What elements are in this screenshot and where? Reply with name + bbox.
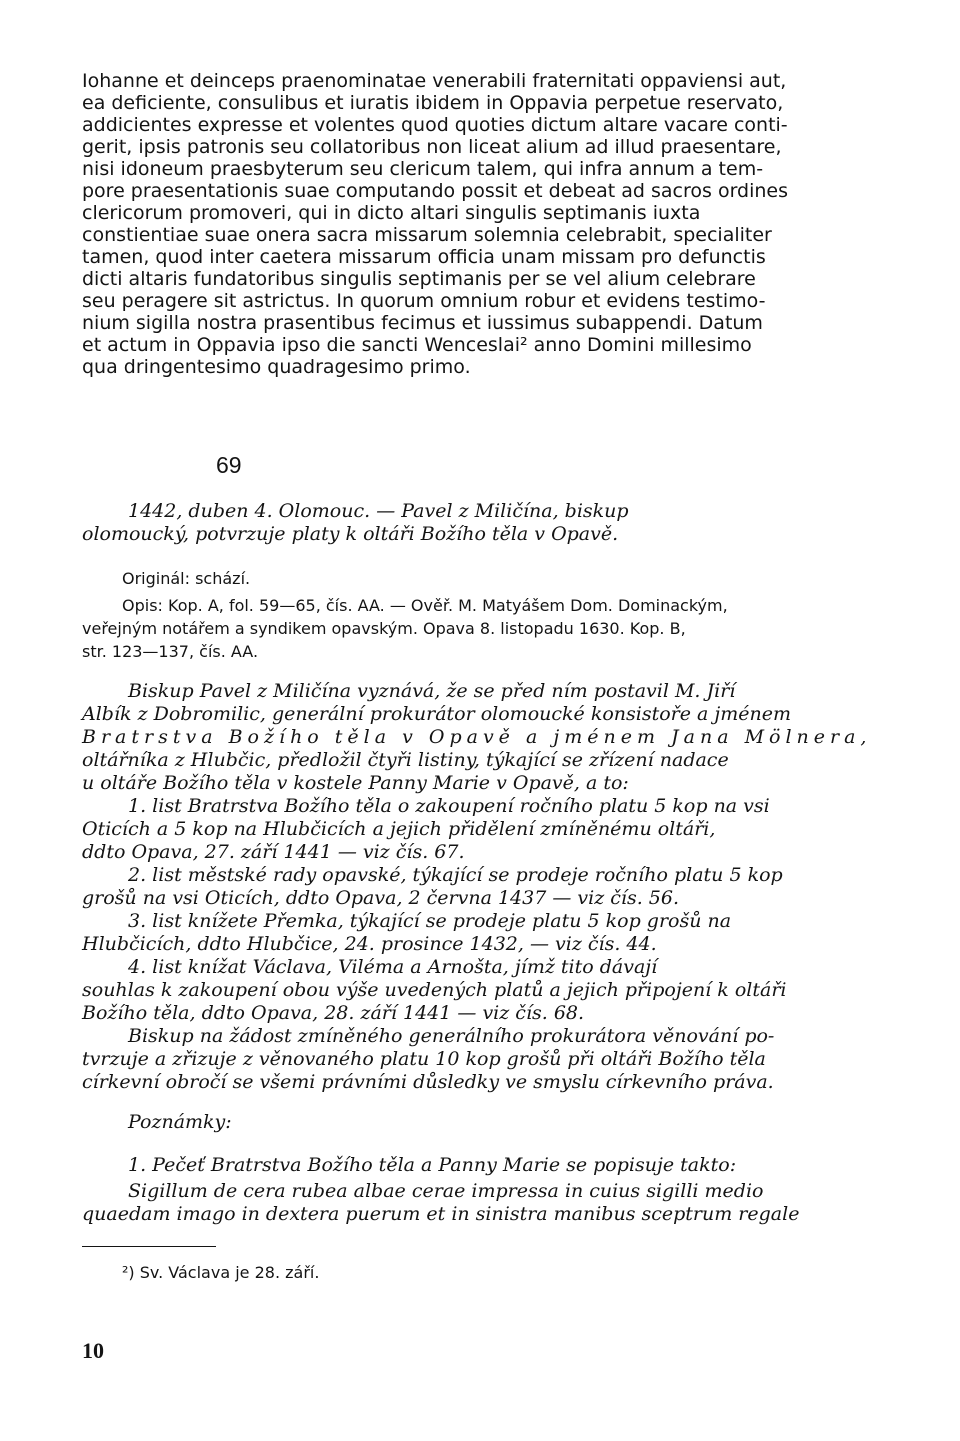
regest-line: oltářníka z Hlubčic, předložil čtyři listiny, týkající se zřízení nadace [82,749,729,771]
source-line: Opis: Kop. A, fol. 59—65, čís. AA. — Ověř. M. Matyášem Dom. Dominackým, [122,596,728,615]
regest-line: církevní obročí se všemi právními důsledky ve smyslu církevního práva. [82,1071,774,1093]
regest-line: Biskup na žádost zmíněného generálního prokurátora věnování po- [128,1025,775,1047]
regest-line: souhlas k zakoupení obou výše uvedených platů a jejich připojení k oltáři [82,979,787,1001]
regest-line: 3. list knížete Přemka, týkající se prodeje platu 5 kop grošů na [128,910,732,932]
footnote-separator [82,1246,216,1247]
text-line: ea deficiente, consulibus et iuratis ibidem in Oppavia perpetue reservato, [82,92,784,114]
text-line: gerit, ipsis patronis seu collatoribus non liceat alium ad illud praesentare, [82,136,782,158]
text-line: pore praesentationis suae computando possit et debeat ad sacros ordines [82,180,789,202]
regest-line: ddto Opava, 27. září 1441 — viz čís. 67. [82,841,465,863]
regest-line: Oticích a 5 kop na Hlubčicích a jejich přidělení zmíněnému oltáři, [82,818,716,840]
regest-line: Božího těla, ddto Opava, 28. září 1441 — viz čís. 68. [82,1002,585,1024]
page-number: 10 [82,1338,104,1363]
note-line: Sigillum de cera rubea albae cerae impressa in cuius sigilli medio [128,1180,764,1202]
heading-line: 1442, duben 4. Olomouc. — Pavel z Miličína, biskup [128,500,629,522]
regest-line: Hlubčicích, ddto Hlubčice, 24. prosince 1432, — viz čís. 44. [82,933,657,955]
regest-line: 4. list knížat Václava, Viléma a Arnošta, jímž tito dávají [128,956,658,978]
note-line: quaedam imago in dextera puerum et in sinistra manibus sceptrum regale [82,1203,800,1225]
text-line: seu peragere sit astrictus. In quorum omnium robur et evidens testimo- [82,290,766,312]
text-line: addicientes expresse et volentes quod quoties dictum altare vacare conti- [82,114,788,136]
note-line: 1. Pečeť Bratrstva Božího těla a Panny Marie se popisuje takto: [128,1154,737,1176]
text-line: qua dringentesimo quadragesimo primo. [82,356,471,378]
text-line: nium sigilla nostra prasentibus fecimus et iussimus subappendi. Datum [82,312,763,334]
text-line: clericorum promoveri, qui in dicto altari singulis septimanis iuxta [82,202,701,224]
heading-line: olomoucký, potvrzuje platy k oltáři Božího těla v Opavě. [82,523,619,545]
source-line: veřejným notářem a syndikem opavským. Opava 8. listopadu 1630. Kop. B, [82,619,686,638]
regest-line: 2. list městské rady opavské, týkající se prodeje ročního platu 5 kop [128,864,783,886]
regest-line: grošů na vsi Oticích, ddto Opava, 2 června 1437 — viz čís. 56. [82,887,680,909]
notes-heading: Poznámky: [128,1111,232,1133]
regest-line: 1. list Bratrstva Božího těla o zakoupení ročního platu 5 kop na vsi [128,795,770,817]
regest-line: Biskup Pavel z Miličína vyznává, že se před ním postavil M. Jiří [128,680,736,702]
regest-line: Albík z Dobromilic, generální prokurátor olomoucké konsistoře a jménem [82,703,792,725]
source-line: str. 123—137, čís. AA. [82,642,259,661]
text-line: constientiae suae onera sacra missarum solemnia celebrabit, specialiter [82,224,772,246]
text-line: dicti altaris fundatoribus singulis septimanis per se vel alium celebrare [82,268,756,290]
source-line: Originál: schází. [122,569,251,588]
regest-line: u oltáře Božího těla v kostele Panny Marie v Opavě, a to: [82,772,629,794]
text-line: nisi idoneum praesbyterum seu clericum talem, qui infra annum a tem- [82,158,764,180]
regest-line: tvrzuje a zřizuje z věnovaného platu 10 kop grošů při oltáři Božího těla [82,1048,766,1070]
regest-line: Bratrstva Božího těla v Opavě a jménem Jana Mölnera, [82,726,872,748]
text-line: Iohanne et deinceps praenominatae venerabili fraternitati oppaviensi aut, [82,70,787,92]
document-number: 69 [216,452,242,478]
footnote: ²) Sv. Václava je 28. září. [122,1263,320,1282]
text-line: et actum in Oppavia ipso die sancti Wenceslai² anno Domini millesimo [82,334,752,356]
text-line: tamen, quod inter caetera missarum officia unam missam pro defunctis [82,246,766,268]
